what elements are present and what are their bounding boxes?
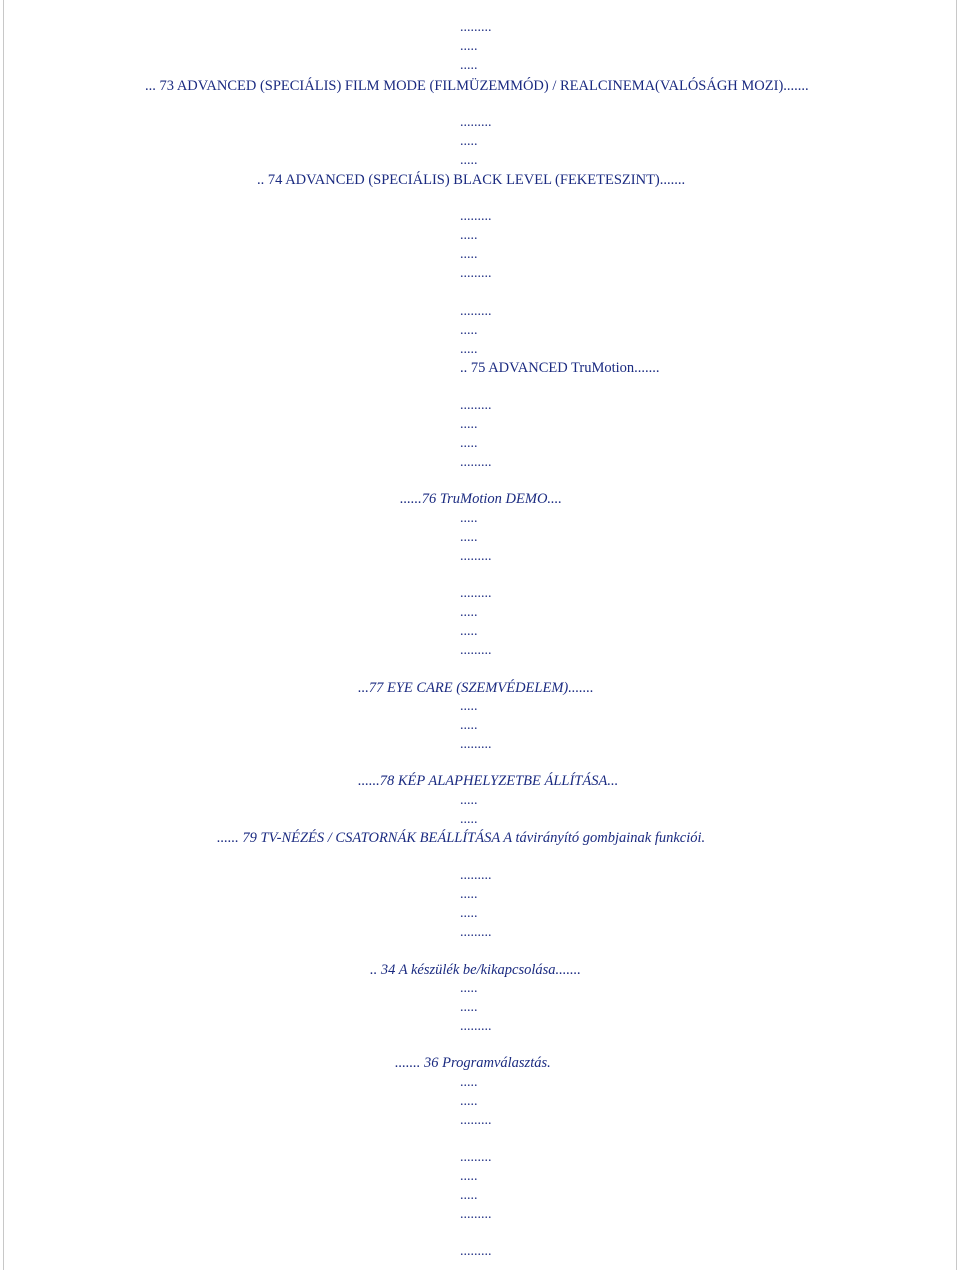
dot-leader: ......... (460, 304, 492, 319)
page-edge-left (3, 0, 4, 1270)
dot-leader: ..... (460, 153, 478, 168)
dot-leader: ......... (460, 266, 492, 281)
toc-entry-34[interactable]: .. 34 A készülék be/kikapcsolása....... (370, 962, 581, 978)
dot-leader: ......... (460, 1207, 492, 1222)
dot-leader: ..... (460, 718, 478, 733)
dot-leader: ......... (460, 737, 492, 752)
dot-leader: ..... (460, 530, 478, 545)
dot-leader: ......... (460, 115, 492, 130)
dot-leader: ..... (460, 906, 478, 921)
dot-leader: ......... (460, 209, 492, 224)
dot-leader: ..... (460, 511, 478, 526)
dot-leader: ..... (460, 342, 478, 357)
dot-leader: ..... (460, 981, 478, 996)
page-edge-right (956, 0, 957, 1270)
dot-leader: ..... (460, 39, 478, 54)
dot-leader: ..... (460, 436, 478, 451)
dot-leader: ..... (460, 58, 478, 73)
dot-leader: ......... (460, 455, 492, 470)
toc-entry-73[interactable]: ... 73 ADVANCED (SPECIÁLIS) FILM MODE (FILMÜZEMMÓD) / REALCINEMA(VALÓSÁGH MOZI)....... (145, 78, 809, 94)
dot-leader: ..... (460, 1075, 478, 1090)
dot-leader: ..... (460, 417, 478, 432)
toc-entry-36[interactable]: ....... 36 Programválasztás. (395, 1055, 551, 1071)
dot-leader: ......... (460, 20, 492, 35)
toc-entry-76[interactable]: ......76 TruMotion DEMO.... (400, 491, 562, 507)
toc-entry-79[interactable]: ...... 79 TV-NÉZÉS / CSATORNÁK BEÁLLÍTÁSA A távirányító gombjainak funkciói. (217, 830, 706, 846)
dot-leader: ..... (460, 1000, 478, 1015)
toc-entry-75[interactable]: .. 75 ADVANCED TruMotion....... (460, 360, 660, 376)
dot-leader: ..... (460, 793, 478, 808)
dot-leader: ......... (460, 549, 492, 564)
dot-leader: ......... (460, 398, 492, 413)
dot-leader: ..... (460, 605, 478, 620)
dot-leader: ......... (460, 1244, 492, 1259)
dot-leader: ..... (460, 812, 478, 827)
dot-leader: ......... (460, 1150, 492, 1165)
dot-leader: ......... (460, 925, 492, 940)
toc-entry-74[interactable]: .. 74 ADVANCED (SPECIÁLIS) BLACK LEVEL (FEKETESZINT)....... (257, 172, 686, 188)
toc-entry-77[interactable]: ...77 EYE CARE (SZEMVÉDELEM)....... (358, 680, 594, 696)
dot-leader: ..... (460, 323, 478, 338)
toc-entry-78[interactable]: ......78 KÉP ALAPHELYZETBE ÁLLÍTÁSA... (358, 773, 619, 789)
dot-leader: ..... (460, 134, 478, 149)
dot-leader: ......... (460, 868, 492, 883)
dot-leader: ..... (460, 1169, 478, 1184)
dot-leader: ..... (460, 699, 478, 714)
dot-leader: ..... (460, 887, 478, 902)
dot-leader: ..... (460, 1188, 478, 1203)
dot-leader: ......... (460, 1019, 492, 1034)
dot-leader: ......... (460, 586, 492, 601)
dot-leader: ......... (460, 643, 492, 658)
dot-leader: ..... (460, 228, 478, 243)
dot-leader: ..... (460, 1094, 478, 1109)
dot-leader: ..... (460, 247, 478, 262)
dot-leader: ..... (460, 624, 478, 639)
dot-leader: ......... (460, 1113, 492, 1128)
